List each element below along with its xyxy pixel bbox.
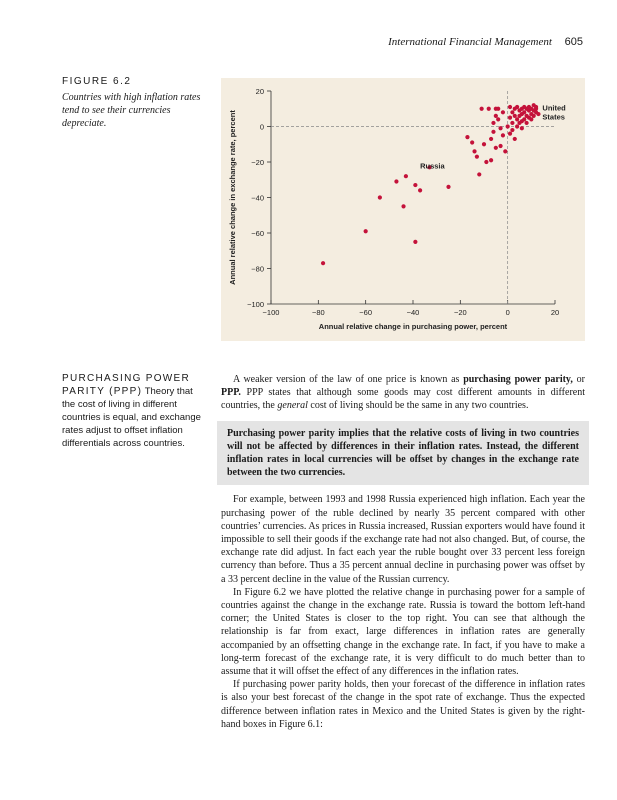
scatter-chart xyxy=(221,78,585,341)
figure-caption xyxy=(62,76,202,130)
data-point xyxy=(446,185,450,189)
data-point xyxy=(489,158,493,162)
annotation-united-states: United States xyxy=(542,103,566,122)
data-point xyxy=(529,117,533,121)
data-point xyxy=(536,112,540,116)
data-point xyxy=(480,107,484,111)
data-point xyxy=(491,121,495,125)
page-number: 605 xyxy=(564,36,583,48)
data-point xyxy=(532,114,536,118)
keyterm-ppp-long: purchasing power parity, xyxy=(463,374,573,385)
x-tick-label: −60 xyxy=(359,308,373,317)
paragraph-4: If purchasing power parity holds, then your forecast of the difference in inflation rates is also your best forecast of the change in the spot rate of exchange. Thus the expected difference between inflation rates in Mexico and the United States is given by the right-hand boxes in Figure 6.1: xyxy=(221,679,585,730)
data-point xyxy=(494,146,498,150)
data-point xyxy=(494,114,498,118)
p1-text-c: cost of living should be the same in any two countries. xyxy=(307,400,529,412)
data-point xyxy=(413,183,417,187)
y-axis-label: Annual relative change in exchange rate, percent xyxy=(228,110,237,285)
data-point xyxy=(503,149,507,153)
y-tick-label: −40 xyxy=(251,193,264,203)
p1-text-a: A weaker version of the law of one price is known as xyxy=(233,374,464,385)
p1-text-or: or xyxy=(572,374,585,385)
y-tick-label: −60 xyxy=(251,229,264,238)
data-point xyxy=(525,121,529,125)
data-point xyxy=(508,132,512,136)
data-point xyxy=(482,142,486,146)
x-tick-label: −100 xyxy=(262,308,280,317)
data-point xyxy=(510,128,514,132)
paragraph-1 xyxy=(221,373,585,413)
y-tick-label: −20 xyxy=(251,158,264,167)
data-point xyxy=(491,130,495,134)
data-point xyxy=(510,121,514,125)
data-point xyxy=(321,261,325,265)
x-tick-label: −80 xyxy=(311,308,325,317)
paragraph-2: For example, between 1993 and 1998 Russia experienced high inflation. Each year the purchasing power of the ruble declined by nearly 35 percent compared with other countries’ currencies. As prices in Russia increased, Russian exporters would have found it impossible to sell their goods if the exchange rate had not also changed. But, of course, the exchange rate did adjust. In fact each year the ruble bought over 33 percent less foreign currency than before. Thus a 35 percent annual decline in purchasing power was offset by a 33 percent decline in the value of the Russian currency. xyxy=(221,494,585,585)
p1-emphasis: general xyxy=(277,400,308,412)
data-point xyxy=(470,140,474,144)
data-point xyxy=(394,179,398,183)
data-point xyxy=(513,114,517,118)
x-tick-label: −20 xyxy=(453,308,467,317)
data-point xyxy=(484,160,488,164)
data-point xyxy=(515,117,519,121)
figure-caption-text: Countries with high inflation rates tend to see their currencies depreciate. xyxy=(62,92,201,129)
data-point xyxy=(477,172,481,176)
p1-text-b: PPP states that although some goods may cost different amounts in different countries, the xyxy=(221,387,585,412)
margin-definition xyxy=(62,372,202,450)
data-point xyxy=(378,195,382,199)
data-point xyxy=(413,240,417,244)
chart-panel xyxy=(221,78,585,341)
highlight-box: Purchasing power parity implies that the relative costs of living in two countries will not be affected by differences in their inflation rates. Instead, the different inflation rates in local currencies will be offset by changes in the exchange rate between the two currencies. xyxy=(217,421,589,486)
data-point xyxy=(501,110,505,114)
data-point xyxy=(508,105,512,109)
body-text xyxy=(221,373,585,731)
keyterm-ppp-short: PPP. xyxy=(221,387,241,399)
running-head-title: International Financial Management xyxy=(388,36,552,48)
x-axis-label: Annual relative change in purchasing power, percent xyxy=(318,322,508,331)
data-point xyxy=(515,124,519,128)
data-point xyxy=(496,107,500,111)
data-point xyxy=(522,117,526,121)
data-point xyxy=(475,155,479,159)
paragraph-3: In Figure 6.2 we have plotted the relative change in purchasing power for a sample of countries against the change in the exchange rate. Russia is toward the bottom left-hand corner; the United States is closer to the top right. You can see that although the relationship is far from exact, large differences in inflation rates are generally accompanied by an offsetting change in the exchange rate. In fact, if you have to make a long-term forecast of the exchange rate, it is very difficult to do much better than to assume that it will offset the effect of any differences in the inflation rates. xyxy=(221,586,585,678)
x-tick-label: 0 xyxy=(505,308,510,317)
y-tick-label: −100 xyxy=(247,300,264,309)
data-point xyxy=(510,110,514,114)
data-point xyxy=(515,105,519,109)
data-point xyxy=(496,117,500,121)
figure-label: FIGURE 6.2 xyxy=(62,76,132,87)
x-tick-label: −40 xyxy=(406,308,420,317)
data-point xyxy=(489,137,493,141)
y-tick-label: 0 xyxy=(259,122,264,132)
data-point xyxy=(506,124,510,128)
annotation-russia: Russia xyxy=(420,161,445,171)
y-tick-label: 20 xyxy=(255,87,264,96)
data-point xyxy=(534,105,538,109)
data-point xyxy=(472,149,476,153)
data-point xyxy=(520,126,524,130)
data-point xyxy=(487,107,491,111)
data-point xyxy=(522,110,526,114)
data-point xyxy=(364,229,368,233)
data-point xyxy=(465,135,469,139)
margin-term: PURCHASING POWER PARITY (PPP) xyxy=(62,373,191,397)
data-point xyxy=(498,126,502,130)
data-point xyxy=(498,144,502,148)
data-point xyxy=(404,174,408,178)
x-tick-label: 20 xyxy=(550,308,560,317)
margin-definition-text: Theory that the cost of living in different countries is equal, and exchange rates adjust to offset inflation differentials across countries. xyxy=(62,386,201,449)
data-point xyxy=(418,188,422,192)
data-point xyxy=(508,116,512,120)
data-point xyxy=(513,137,517,141)
data-point xyxy=(401,204,405,208)
data-point xyxy=(501,133,505,137)
y-tick-label: −80 xyxy=(251,264,264,274)
running-head xyxy=(388,36,583,48)
